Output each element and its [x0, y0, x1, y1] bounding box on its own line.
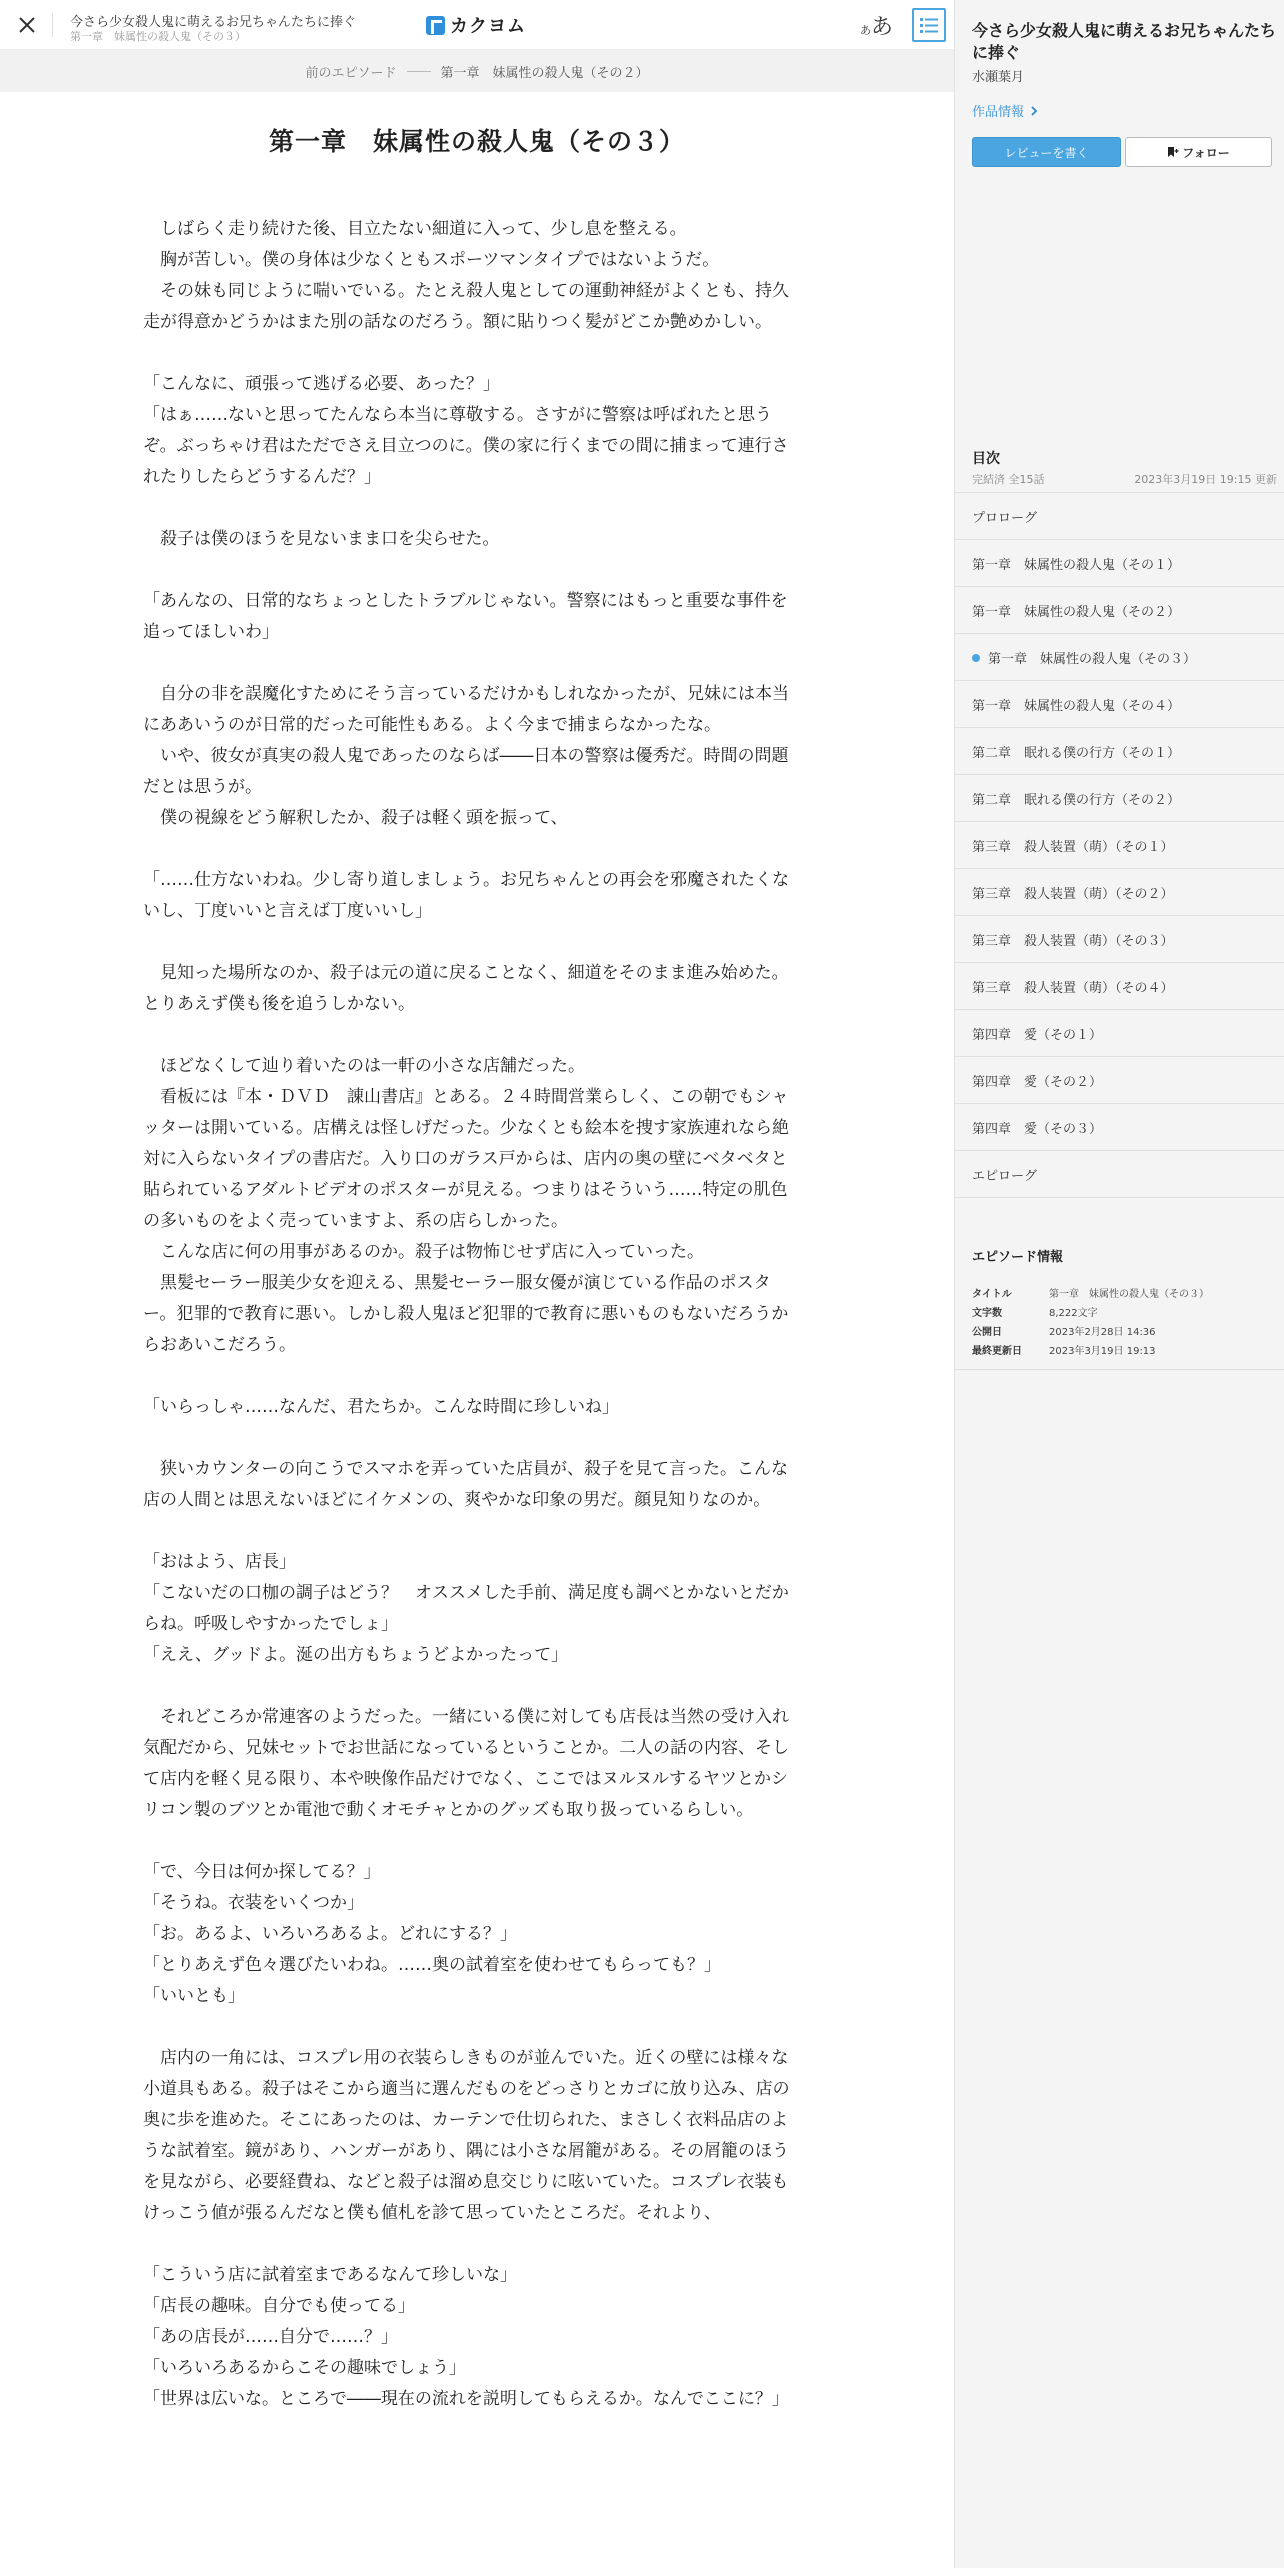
toc-item[interactable]: 第四章 愛（その３） [955, 1103, 1284, 1150]
body-paragraph: 「……仕方ないわね。少し寄り道しましょう。お兄ちゃんとの再会を邪魔されたくないし、丁度いいと言えば丁度いいし」 [143, 870, 789, 921]
nav-separator [407, 71, 431, 72]
toc-status: 完結済 全15話 [972, 473, 1045, 486]
body-paragraph: ほどなくして辿り着いたのは一軒の小さな店舗だった。 [143, 1056, 585, 1076]
body-paragraph: 店内の一角には、コスプレ用の衣装らしきものが並んでいた。近くの壁には様々な小道具もある。殺子はそこから適当に選んだものをどっさりとカゴに放り込み、店の奥に歩を進めた。そこにあったのは、カーテンで仕切られた、まさしく衣料品店のような試着室。鏡があり、ハンガーがあり、隅には小さな屑籠がある。その屑籠のほうを見ながら、必要経費ね、などと殺子は溜め息交じりに呟いていた。コスプレ衣装もけっこう値が張るんだなと僕も値札を診て思っていたところだ。それより、 [143, 2048, 790, 2223]
toc-toggle-button[interactable] [912, 8, 946, 42]
paragraph-spacer [143, 834, 793, 865]
font-size-small-glyph: あ [860, 24, 871, 37]
body-paragraph: 「はぁ……ないと思ってたんなら本当に尊敬する。さすがに警察は呼ばれたと思うぞ。ぶっちゃけ君はただでさえ目立つのに。僕の家に行くまでの間に捕まって連行されたりしたらどうするんだ？」 [143, 405, 789, 487]
body-paragraph: 「とりあえず色々選びたいわね。……奥の試着室を使わせてもらっても？」 [143, 1955, 721, 1975]
work-info-link[interactable] [972, 101, 1040, 120]
episode-body [143, 214, 793, 2415]
episode-info-row [972, 1321, 1277, 1340]
body-paragraph: いや、彼女が真実の殺人鬼であったのならば――日本の警察は優秀だ。時間の問題だとは思うが。 [143, 746, 789, 797]
episode-info-key: タイトル [972, 1289, 1012, 1300]
toc-item[interactable]: 第一章 妹属性の殺人鬼（その２） [955, 586, 1284, 633]
body-paragraph: 「お。あるよ、いろいろあるよ。どれにする？」 [143, 1924, 517, 1944]
bookmark-plus-icon [1167, 146, 1179, 158]
toc-list [955, 492, 1284, 1198]
paragraph-spacer [143, 2012, 793, 2043]
prev-episode-title[interactable]: 第一章 妹属性の殺人鬼（その２） [440, 65, 649, 81]
paragraph-spacer [143, 1423, 793, 1454]
paragraph-spacer [143, 1516, 793, 1547]
episode-info-heading: エピソード情報 [972, 1250, 1064, 1265]
toc-item[interactable]: 第三章 殺人装置（萌）（その４） [955, 962, 1284, 1009]
episode-info-divider [955, 1369, 1284, 1370]
body-paragraph: 「こういう店に試着室まであるなんて珍しいな」 [143, 2265, 517, 2285]
reading-area [0, 92, 954, 2568]
body-paragraph: 黒髪セーラー服美少女を迎える、黒髪セーラー服女優が演じている作品のポスター。犯罪的で教育に悪い。しかし殺人鬼ほど犯罪的で教育に悪いものもないだろうからおあいこだろう。 [143, 1273, 789, 1355]
episode-info-key: 文字数 [972, 1308, 1002, 1319]
episode-info-value: 2023年3月19日 19:13 [1049, 1346, 1156, 1357]
toc-item[interactable]: エピローグ [955, 1150, 1284, 1197]
font-size-button[interactable] [860, 10, 893, 40]
chevron-right-icon [1028, 105, 1040, 117]
body-paragraph: 僕の視線をどう解釈したか、殺子は軽く頭を振って、 [143, 808, 568, 828]
list-icon [914, 10, 944, 40]
toc-item[interactable]: 第二章 眠れる僕の行方（その２） [955, 774, 1284, 821]
toc-item[interactable]: 第二章 眠れる僕の行方（その１） [955, 727, 1284, 774]
toc-item[interactable]: プロローグ [955, 492, 1284, 539]
episode-info-value: 2023年2月28日 14:36 [1049, 1327, 1156, 1338]
kakuyomu-logo[interactable] [426, 12, 526, 38]
body-paragraph: 「あんなの、日常的なちょっとしたトラブルじゃない。警察にはもっと重要な事件を追ってほしいわ」 [143, 591, 788, 642]
episode-info-key: 公開日 [972, 1327, 1002, 1338]
paragraph-spacer [143, 1671, 793, 1702]
toc-item[interactable]: 第三章 殺人装置（萌）（その３） [955, 915, 1284, 962]
episode-info-row [972, 1302, 1277, 1321]
body-paragraph: 「いいとも」 [143, 1986, 245, 2006]
body-paragraph: 「あの店長が……自分で……？」 [143, 2327, 398, 2347]
body-paragraph: 「ええ、グッドよ。涎の出方もちょうどよかったって」 [143, 1645, 569, 1665]
body-paragraph: それどころか常連客のようだった。一緒にいる僕に対しても店長は当然の受け入れ気配だから、兄妹セットでお世話になっているということか。二人の話の内容、そして店内を軽く見る限り、本や映像作品だけでなく、ここではヌルヌルするヤツとかシリコン製のブツとか電池で動くオモチャとかのグッズも取り扱っているらしい。 [143, 1707, 789, 1820]
toc-item[interactable]: 第四章 愛（その１） [955, 1009, 1284, 1056]
episode-info-table [972, 1283, 1277, 1359]
toc-meta [972, 471, 1277, 487]
paragraph-spacer [143, 648, 793, 679]
kakuyomu-logo-icon [426, 16, 445, 35]
paragraph-spacer [143, 338, 793, 369]
font-size-large-glyph: あ [871, 15, 894, 40]
toc-item[interactable]: 第四章 愛（その２） [955, 1056, 1284, 1103]
body-paragraph: 「いらっしゃ……なんだ、君たちか。こんな時間に珍しいね」 [143, 1397, 619, 1417]
episode-info-value: 第一章 妹属性の殺人鬼（その３） [1049, 1289, 1209, 1300]
header-work-title[interactable]: 今さら少女殺人鬼に萌えるお兄ちゃんたちに捧ぐ [70, 15, 357, 30]
sidebar-author[interactable]: 水瀬葉月 [972, 70, 1025, 85]
body-paragraph: しばらく走り続けた後、目立たない細道に入って、少し息を整える。 [143, 219, 687, 239]
toc-heading: 目次 [972, 451, 1000, 467]
toc-item-current[interactable]: 第一章 妹属性の殺人鬼（その３） [955, 633, 1284, 680]
chapter-title: 第一章 妹属性の殺人鬼（その３） [268, 127, 685, 156]
body-paragraph: 看板には『本・ＤＶＤ 諌山書店』とある。２４時間営業らしく、この朝でもシャッターは開いている。店構えは怪しげだった。少なくとも絵本を捜す家族連れなら絶対に入らないタイプの書店だ。入り口のガラス戸からは、店内の奥の壁にベタベタと貼られているアダルトビデオのポスターが見える。つまりはそういう……特定の肌色の多いものをよく売っていますよ、系の店らしかった。 [143, 1087, 789, 1231]
episode-info-value: 8,222文字 [1049, 1308, 1098, 1319]
prev-episode-link[interactable]: 前のエピソード [305, 65, 397, 81]
toc-item[interactable]: 第一章 妹属性の殺人鬼（その４） [955, 680, 1284, 727]
body-paragraph: 「そうね。衣装をいくつか」 [143, 1893, 364, 1913]
body-paragraph: 見知った場所なのか、殺子は元の道に戻ることなく、細道をそのまま進み始めた。とりあえず僕も後を追うしかない。 [143, 963, 789, 1014]
follow-button[interactable] [1125, 137, 1272, 167]
body-paragraph: こんな店に何の用事があるのか。殺子は物怖じせず店に入っていった。 [143, 1242, 704, 1262]
paragraph-spacer [143, 2229, 793, 2260]
paragraph-spacer [143, 555, 793, 586]
toc-item[interactable]: 第一章 妹属性の殺人鬼（その１） [955, 539, 1284, 586]
paragraph-spacer [143, 927, 793, 958]
body-paragraph: 「おはよう、店長」 [143, 1552, 296, 1572]
body-paragraph: 「世界は広いな。ところで――現在の流れを説明してもらえるか。なんでここに？」 [143, 2389, 789, 2409]
paragraph-spacer [143, 493, 793, 524]
episode-info-row [972, 1340, 1277, 1359]
body-paragraph: 狭いカウンターの向こうでスマホを弄っていた店員が、殺子を見て言った。こんな店の人間とは思えないほどにイケメンの、爽やかな印象の男だ。顔見知りなのか。 [143, 1459, 788, 1510]
body-paragraph: 胸が苦しい。僕の身体は少なくともスポーツマンタイプではないようだ。 [143, 250, 720, 270]
paragraph-spacer [143, 1361, 793, 1392]
logo-text: カクヨム [450, 16, 526, 37]
sidebar-work-title[interactable]: 今さら少女殺人鬼に萌えるお兄ちゃんたちに捧ぐ [972, 21, 1277, 62]
header-episode-title: 第一章 妹属性の殺人鬼（その３） [70, 30, 246, 43]
work-info-label: 作品情報 [972, 105, 1025, 120]
body-paragraph: 「で、今日は何か探してる？」 [143, 1862, 381, 1882]
write-review-button[interactable]: レビューを書く [972, 137, 1121, 167]
body-paragraph: 自分の非を誤魔化すためにそう言っているだけかもしれなかったが、兄妹には本当にああいうのが日常的だった可能性もある。よく今まで捕まらなかったな。 [143, 684, 789, 735]
body-paragraph: 「店長の趣味。自分でも使ってる」 [143, 2296, 415, 2316]
follow-label: フォロー [1182, 145, 1230, 160]
close-button[interactable] [14, 12, 40, 38]
toc-item[interactable]: 第三章 殺人装置（萌）（その２） [955, 868, 1284, 915]
body-paragraph: 「こんなに、頑張って逃げる必要、あった？」 [143, 374, 500, 394]
reader-header [0, 0, 954, 50]
body-paragraph: 「いろいろあるからこその趣味でしょう」 [143, 2358, 466, 2378]
toc-list-end-divider [955, 1197, 1284, 1198]
sidebar [954, 0, 1284, 2568]
toc-item[interactable]: 第三章 殺人装置（萌）（その１） [955, 821, 1284, 868]
episode-nav [0, 50, 954, 92]
body-paragraph: 殺子は僕のほうを見ないまま口を尖らせた。 [143, 529, 500, 549]
paragraph-spacer [143, 1020, 793, 1051]
paragraph-spacer [143, 1826, 793, 1857]
body-paragraph: その妹も同じように喘いでいる。たとえ殺人鬼としての運動神経がよくとも、持久走が得意かどうかはまた別の話なのだろう。額に貼りつく髪がどこか艶めかしい。 [143, 281, 789, 332]
sidebar-actions [972, 137, 1272, 167]
episode-info-key: 最終更新日 [972, 1346, 1022, 1357]
episode-info-row [972, 1283, 1277, 1302]
header-divider [52, 13, 53, 37]
toc-updated: 2023年3月19日 19:15 更新 [1134, 473, 1277, 486]
close-icon [14, 12, 40, 38]
body-paragraph: 「こないだの口枷の調子はどう？ オススメした手前、満足度も調べとかないとだからね。呼吸しやすかったでしょ」 [143, 1583, 789, 1634]
